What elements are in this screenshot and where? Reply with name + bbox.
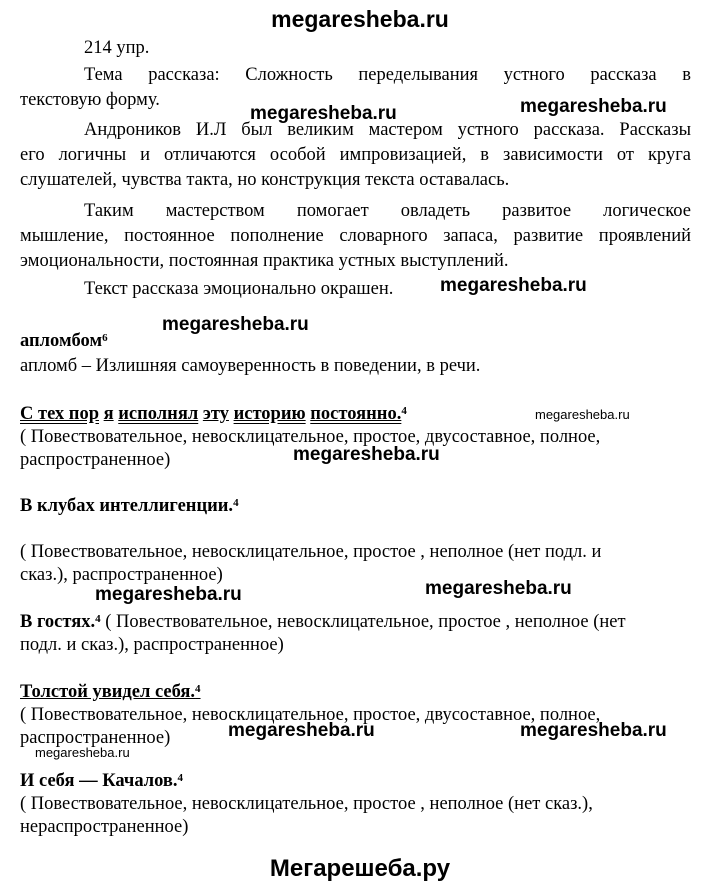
site-header: megaresheba.ru: [271, 6, 449, 32]
watermark: megaresheba.ru: [293, 444, 440, 465]
watermark: megaresheba.ru: [535, 407, 630, 422]
para2-line-3: эмоциональности, постоянная практика устных выступлений.: [20, 251, 509, 271]
sentence-3: В гостях.$^4$ ( Повествовательное, невосклицательное, простое , неполное (нет: [20, 612, 626, 632]
sentence-2-analysis-2: сказ.), распространенное): [20, 565, 223, 585]
para2-line-1: Таким мастерством помогает овладеть развитое логическое: [84, 201, 691, 221]
grade-mark: 4: [95, 613, 101, 625]
para3: Текст рассказа эмоционально окрашен.: [84, 279, 394, 299]
grade-mark: 4: [401, 405, 407, 417]
grade-mark: 4: [177, 772, 184, 784]
watermark: megaresheba.ru: [520, 96, 667, 117]
sentence-3-analysis-2: подл. и сказ.), распространенное): [20, 635, 284, 655]
sentence-4-analysis-2: распространенное): [20, 728, 171, 748]
watermark: megaresheba.ru: [520, 720, 667, 741]
grade-mark: 4: [195, 683, 201, 695]
watermark: megaresheba.ru: [95, 584, 242, 605]
word-term: апломбом$^6$: [20, 331, 108, 351]
watermark: megaresheba.ru: [440, 275, 587, 296]
sentence-2-analysis-1: ( Повествовательное, невосклицательное, простое , неполное (нет подл. и: [20, 542, 602, 562]
sentence-1-analysis-2: распространенное): [20, 450, 171, 470]
sentence-2: В клубах интеллигенции.$^4$: [20, 496, 239, 516]
sentence-4-analysis-1: ( Повествовательное, невосклицательное, простое, двусоставное, полное,: [20, 705, 601, 725]
para1-line-3: слушателей, чувства такта, но конструкция текста оставалась.: [20, 170, 510, 190]
site-footer: Мегарешеба.ру: [269, 855, 451, 882]
para1-line-1: Андроников И.Л был великим мастером устного рассказа. Рассказы: [84, 120, 691, 140]
para1-line-2: его логичны и отличаются особой импровизацией, в зависимости от круга: [20, 145, 691, 165]
sentence-5-analysis-1: ( Повествовательное, невосклицательное, простое , неполное (нет сказ.),: [20, 794, 593, 814]
watermark: megaresheba.ru: [250, 103, 397, 124]
watermark: megaresheba.ru: [162, 314, 309, 335]
word-definition: апломб – Излишняя самоуверенность в поведении, в речи.: [20, 356, 481, 376]
theme-line-1: Тема рассказа: Сложность переделывания устного рассказа в: [84, 65, 691, 85]
watermark: megaresheba.ru: [35, 745, 130, 760]
grade-mark: 4: [233, 497, 239, 509]
sentence-1: С тех пор я исполнял эту историю постоянно.$^4$: [20, 404, 407, 424]
grade-mark: 6: [102, 332, 108, 344]
watermark: megaresheba.ru: [425, 578, 572, 599]
sentence-5: И себя — Качалов.$^4$: [20, 771, 184, 791]
sentence-4: Толстой увидел себя.$^4$: [20, 682, 201, 702]
theme-line-2: текстовую форму.: [20, 90, 160, 110]
para2-line-2: мышление, постоянное пополнение словарного запаса, развитие проявлений: [20, 226, 691, 246]
sentence-5-analysis-2: нераспространенное): [20, 817, 189, 837]
exercise-number: 214 упр.: [84, 38, 150, 58]
watermark: megaresheba.ru: [228, 720, 375, 741]
sentence-1-analysis-1: ( Повествовательное, невосклицательное, простое, двусоставное, полное,: [20, 427, 601, 447]
